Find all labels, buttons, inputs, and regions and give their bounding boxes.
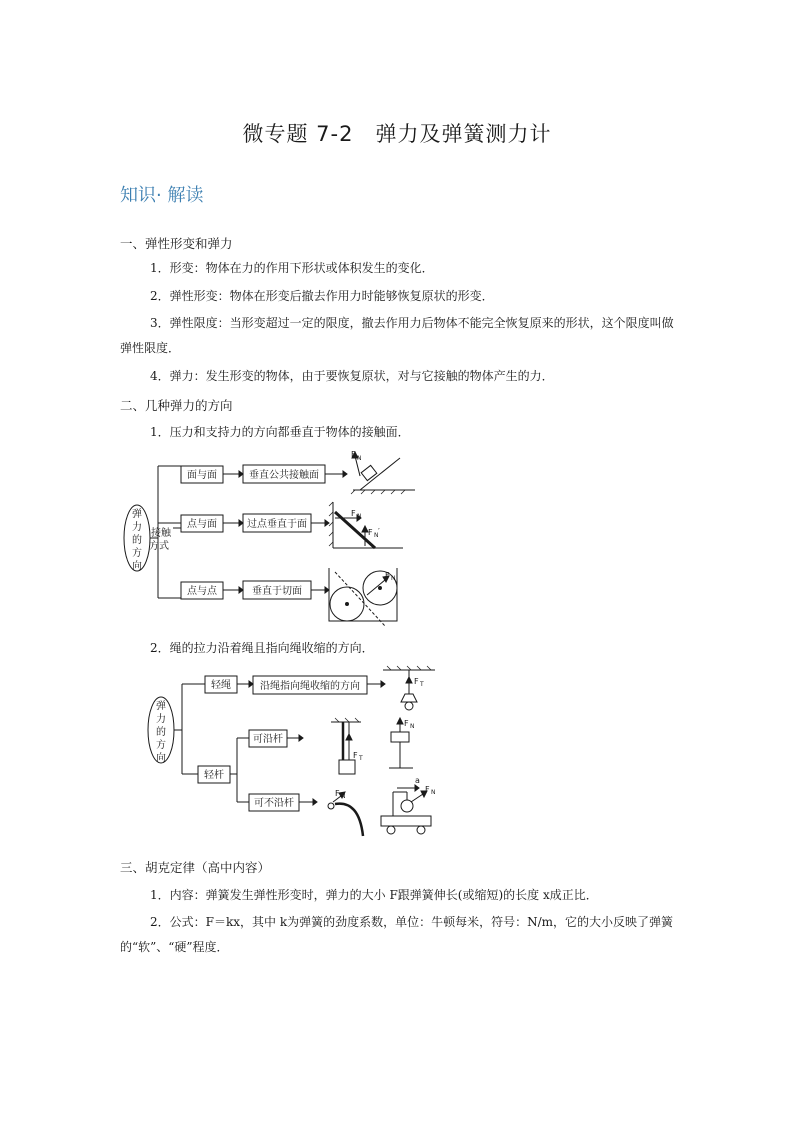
svg-text:N: N [374,532,379,539]
svg-text:F: F [351,509,356,518]
rope-label: 轻绳 [211,680,231,691]
svg-text:F: F [385,571,390,580]
contact-label-2: 方式 [149,541,169,552]
svg-text:′: ′ [378,527,380,536]
svg-text:F: F [351,450,356,459]
svg-text:N: N [410,723,415,730]
svg-text:T: T [420,681,424,688]
svg-text:N: N [431,789,436,796]
svg-text:向: 向 [156,753,166,764]
svg-text:F: F [335,789,340,798]
part1-item-3: 3．弹性限度：当形变超过一定的限度，撤去作用力后物体不能完全恢复原来的形状，这个限度叫做弹性限度． [120,316,674,355]
svg-text:N: N [341,793,346,800]
svg-text:F: F [353,751,358,760]
contact-label-1: 接触 [151,528,171,539]
row3-type: 点与点 [187,586,217,597]
part1-item-2: 2．弹性形变：物体在形变后撤去作用力时能够恢复原状的形变． [150,289,494,303]
rope-rule: 沿绳指向绳收缩的方向 [260,681,360,692]
svg-text:F: F [425,785,430,794]
page-title: 微专题 7-2 弹力及弹簧测力计 [242,122,552,146]
rope-rod-diagram [145,664,455,844]
svg-text:方: 方 [156,740,166,751]
rod-along: 可沿杆 [253,734,283,745]
section-heading: 知识· 解读 [120,185,204,206]
svg-text:F: F [404,719,409,728]
part3-heading: 三、胡克定律（高中内容） [120,860,271,875]
svg-text:力: 力 [156,714,166,725]
row1-type: 面与面 [187,470,217,481]
svg-text:F: F [368,528,373,537]
row2-type: 点与面 [187,519,217,530]
root-char-5: 向 [132,561,142,572]
part1-heading: 一、弹性形变和弹力 [120,236,233,251]
svg-text:N: N [357,455,362,462]
part3-item-1: 1．内容：弹簧发生弹性形变时，弹力的大小 F跟弹簧伸长(或缩短)的长度 x成正比． [150,888,598,902]
part3-item-2: 2．公式：F＝kx，其中 k为弹簧的劲度系数，单位：牛顿每米，符号：N/m，它的大小反映了弹簧的“软”、“硬”程度． [120,915,674,954]
root-char-2: 力 [132,522,142,533]
svg-text:T: T [359,755,363,762]
svg-text:F: F [414,677,419,686]
part2-heading: 二、几种弹力的方向 [120,398,233,413]
svg-text:N: N [391,575,396,582]
svg-text:的: 的 [156,727,166,738]
svg-text:a: a [415,776,420,785]
rod-label: 轻杆 [204,770,224,781]
contact-force-diagram [115,448,415,628]
row1-rule: 垂直公共接触面 [249,470,319,481]
root-char-4: 方 [132,548,142,559]
part2-item-1: 1．压力和支持力的方向都垂直于物体的接触面． [150,425,410,439]
row2-rule: 过点垂直于面 [247,519,307,530]
svg-text:N: N [357,513,362,520]
part1-item-4: 4．弹力：发生形变的物体，由于要恢复原状，对与它接触的物体产生的力． [150,369,554,383]
root-char-1: 弹 [132,509,142,520]
part2-item-2: 2．绳的拉力沿着绳且指向绳收缩的方向． [150,641,374,655]
part1-item-1: 1．形变：物体在力的作用下形状或体积发生的变化． [150,261,434,275]
root-char-3: 的 [132,535,142,546]
row3-rule: 垂直于切面 [252,586,302,597]
rod-not-along: 可不沿杆 [254,798,294,809]
svg-text:弹: 弹 [156,701,166,712]
